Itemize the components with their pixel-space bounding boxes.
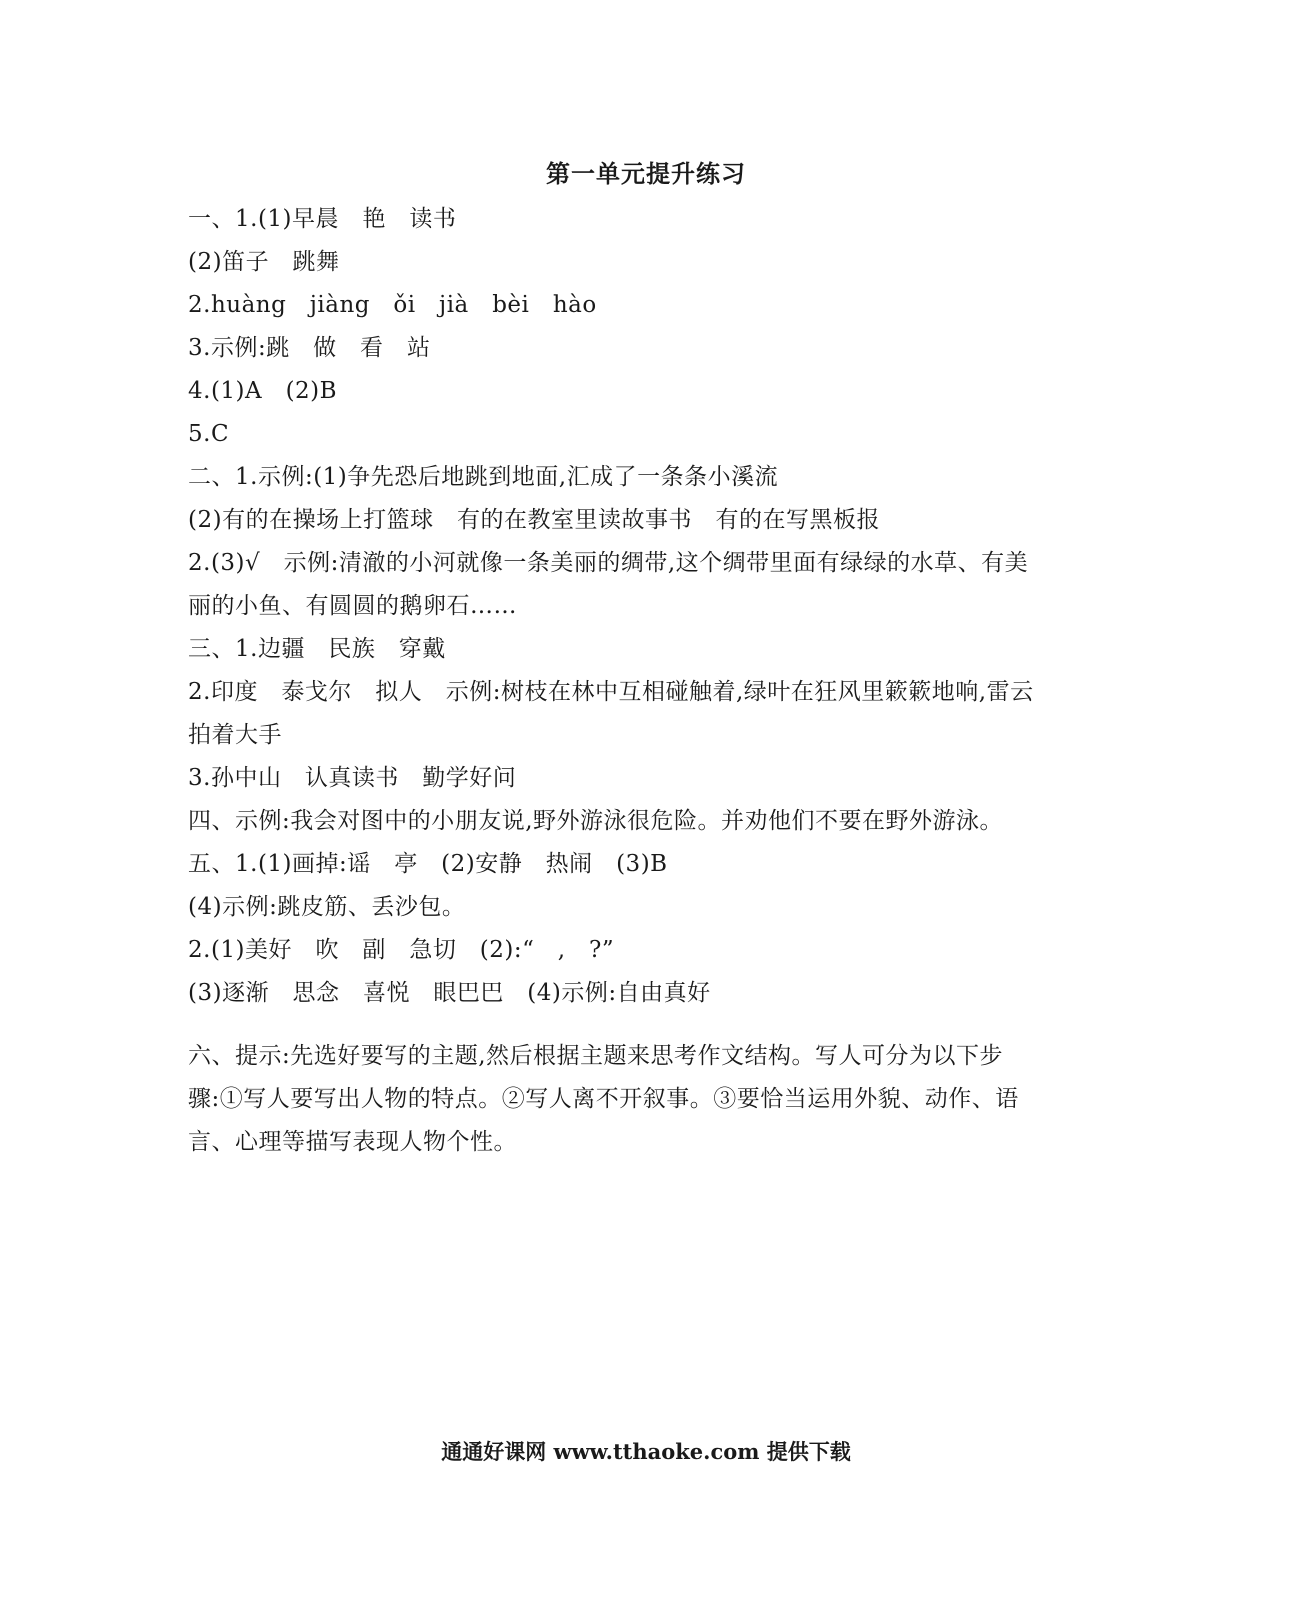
download-footer: 通通好课网 www.tthaoke.com 提供下载: [441, 1439, 851, 1464]
section-gap: [188, 1015, 1094, 1035]
answer-line: 4.(1)A (2)B: [188, 378, 338, 404]
answer-line: 5.C: [188, 421, 230, 447]
answer-line: (2)笛子 跳舞: [188, 249, 340, 275]
answer-line: 四、示例:我会对图中的小朋友说,野外游泳很危险。并劝他们不要在野外游泳。: [188, 808, 1004, 834]
answer-line: 言、心理等描写表现人物个性。: [188, 1129, 517, 1155]
answer-content: [188, 198, 1094, 1164]
answer-line: 2.印度 泰戈尔 拟人 示例:树枝在林中互相碰触着,绿叶在狂风里簌簌地响,雷云: [188, 679, 1034, 705]
answer-line: 二、1.示例:(1)争先恐后地跳到地面,汇成了一条条小溪流: [188, 464, 779, 490]
answer-line: 骤:①写人要写出人物的特点。②写人离不开叙事。③要恰当运用外貌、动作、语: [188, 1086, 1019, 1112]
answer-line: 三、1.边疆 民族 穿戴: [188, 636, 446, 662]
answer-line: (4)示例:跳皮筋、丢沙包。: [188, 894, 466, 920]
answer-line: 2.(3)√ 示例:清澈的小河就像一条美丽的绸带,这个绸带里面有绿绿的水草、有美: [188, 550, 1029, 576]
answer-line: 五、1.(1)画掉:谣 亭 (2)安静 热闹 (3)B: [188, 851, 668, 877]
answer-line: (2)有的在操场上打篮球 有的在教室里读故事书 有的在写黑板报: [188, 507, 880, 533]
answer-line: (3)逐渐 思念 喜悦 眼巴巴 (4)示例:自由真好: [188, 980, 711, 1006]
answer-line: 2.huàng jiàng ǒi jià bèi hào: [188, 292, 597, 318]
answer-line: 2.(1)美好 吹 副 急切 (2):“ , ?”: [188, 937, 615, 963]
answer-line: 3.示例:跳 做 看 站: [188, 335, 431, 361]
answer-line: 丽的小鱼、有圆圆的鹅卵石……: [188, 593, 517, 619]
answer-line: 一、1.(1)早晨 艳 读书: [188, 206, 457, 232]
answer-line: 拍着大手: [188, 722, 282, 748]
answer-line: 3.孙中山 认真读书 勤学好问: [188, 765, 517, 791]
answer-line: 六、提示:先选好要写的主题,然后根据主题来思考作文结构。写人可分为以下步: [188, 1043, 1004, 1069]
page-title: 第一单元提升练习: [546, 159, 746, 188]
